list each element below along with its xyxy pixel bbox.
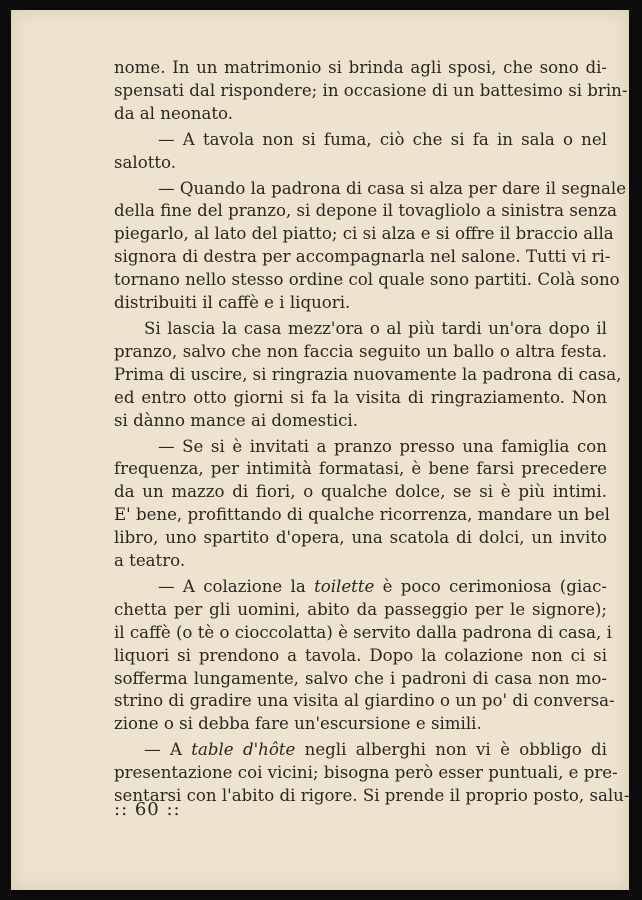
text-line: distribuiti il caffè e i liquori. — [114, 293, 351, 313]
paragraph-4 — [114, 318, 622, 433]
text-run: è poco cerimoniosa (giac- — [374, 576, 607, 596]
text-line: E' bene, profittando di qualche ricorrenza, mandare un bel — [114, 505, 610, 525]
text-line: sofferma lungamente, salvo che i padroni di casa non mo- — [114, 668, 607, 688]
paragraph-3 — [114, 178, 627, 315]
text-line: strino di gradire una visita al giardino o un po' di conversa- — [114, 691, 615, 711]
text-line: pranzo, salvo che non faccia seguito un ballo o altra festa. — [114, 341, 607, 361]
text-line: presentazione coi vicini; bisogna però esser puntuali, e pre- — [114, 763, 618, 783]
text-line: piegarlo, al lato del piatto; ci si alza e si offre il braccio alla — [114, 224, 614, 244]
paragraph-2 — [114, 129, 607, 175]
page-number: :: 60 :: — [114, 799, 181, 820]
italic-term: table d'hôte — [191, 740, 296, 760]
text-line: sentarsi con l'abito di rigore. Si prende il proprio posto, salu- — [114, 786, 630, 806]
italic-term: toilette — [314, 576, 375, 596]
paragraph-5 — [114, 436, 610, 573]
text-line: — Quando la padrona di casa si alza per dare il segnale — [158, 178, 627, 198]
text-line: a teatro. — [114, 551, 186, 571]
text-line: da un mazzo di fiori, o qualche dolce, se si è più intimi. — [114, 482, 607, 502]
text-line: salotto. — [114, 152, 177, 172]
text-line — [114, 576, 607, 599]
paragraph-1 — [114, 57, 628, 126]
text-line: ed entro otto giorni si fa la visita di ringraziamento. Non — [114, 387, 607, 407]
text-line — [114, 739, 607, 762]
text-line: tornano nello stesso ordine col quale sono partiti. Colà sono — [114, 270, 620, 290]
text-run: — A colazione la — [158, 576, 315, 596]
text-line: signora di destra per accompagnarla nel salone. Tutti vi ri- — [114, 247, 611, 267]
paragraph-7 — [114, 739, 630, 808]
text-line: il caffè (o tè o cioccolatta) è servito dalla padrona di casa, i — [114, 622, 612, 642]
text-line: — Se si è invitati a pranzo presso una famiglia con — [158, 436, 607, 456]
book-page — [11, 10, 629, 890]
text-line: spensati dal rispondere; in occasione di un battesimo si brin- — [114, 80, 628, 100]
text-line: zione o si debba fare un'escursione e simili. — [114, 714, 482, 734]
text-line: Si lascia la casa mezz'ora o al più tardi un'ora dopo il — [144, 318, 607, 338]
text-line: da al neonato. — [114, 103, 233, 123]
text-run: — A — [144, 740, 192, 760]
text-line: frequenza, per intimità formatasi, è bene farsi precedere — [114, 459, 607, 479]
text-line: nome. In un matrimonio si brinda agli sposi, che sono di- — [114, 58, 607, 77]
text-line: libro, uno spartito d'opera, una scatola di dolci, un invito — [114, 528, 607, 548]
text-line: Prima di uscire, si ringrazia nuovamente la padrona di casa, — [114, 364, 622, 384]
text-line: liquori si prendono a tavola. Dopo la colazione non ci si — [114, 645, 607, 665]
text-line: si dànno mance ai domestici. — [114, 410, 358, 430]
text-line: chetta per gli uomini, abito da passeggio per le signore); — [114, 599, 607, 619]
body-text — [114, 57, 630, 808]
text-run: negli alberghi non vi è obbligo di — [295, 740, 607, 760]
text-line: — A tavola non si fuma, ciò che si fa in sala o nel — [158, 129, 607, 149]
paragraph-6 — [114, 576, 615, 736]
text-line: della fine del pranzo, si depone il tovagliolo a sinistra senza — [114, 201, 617, 221]
